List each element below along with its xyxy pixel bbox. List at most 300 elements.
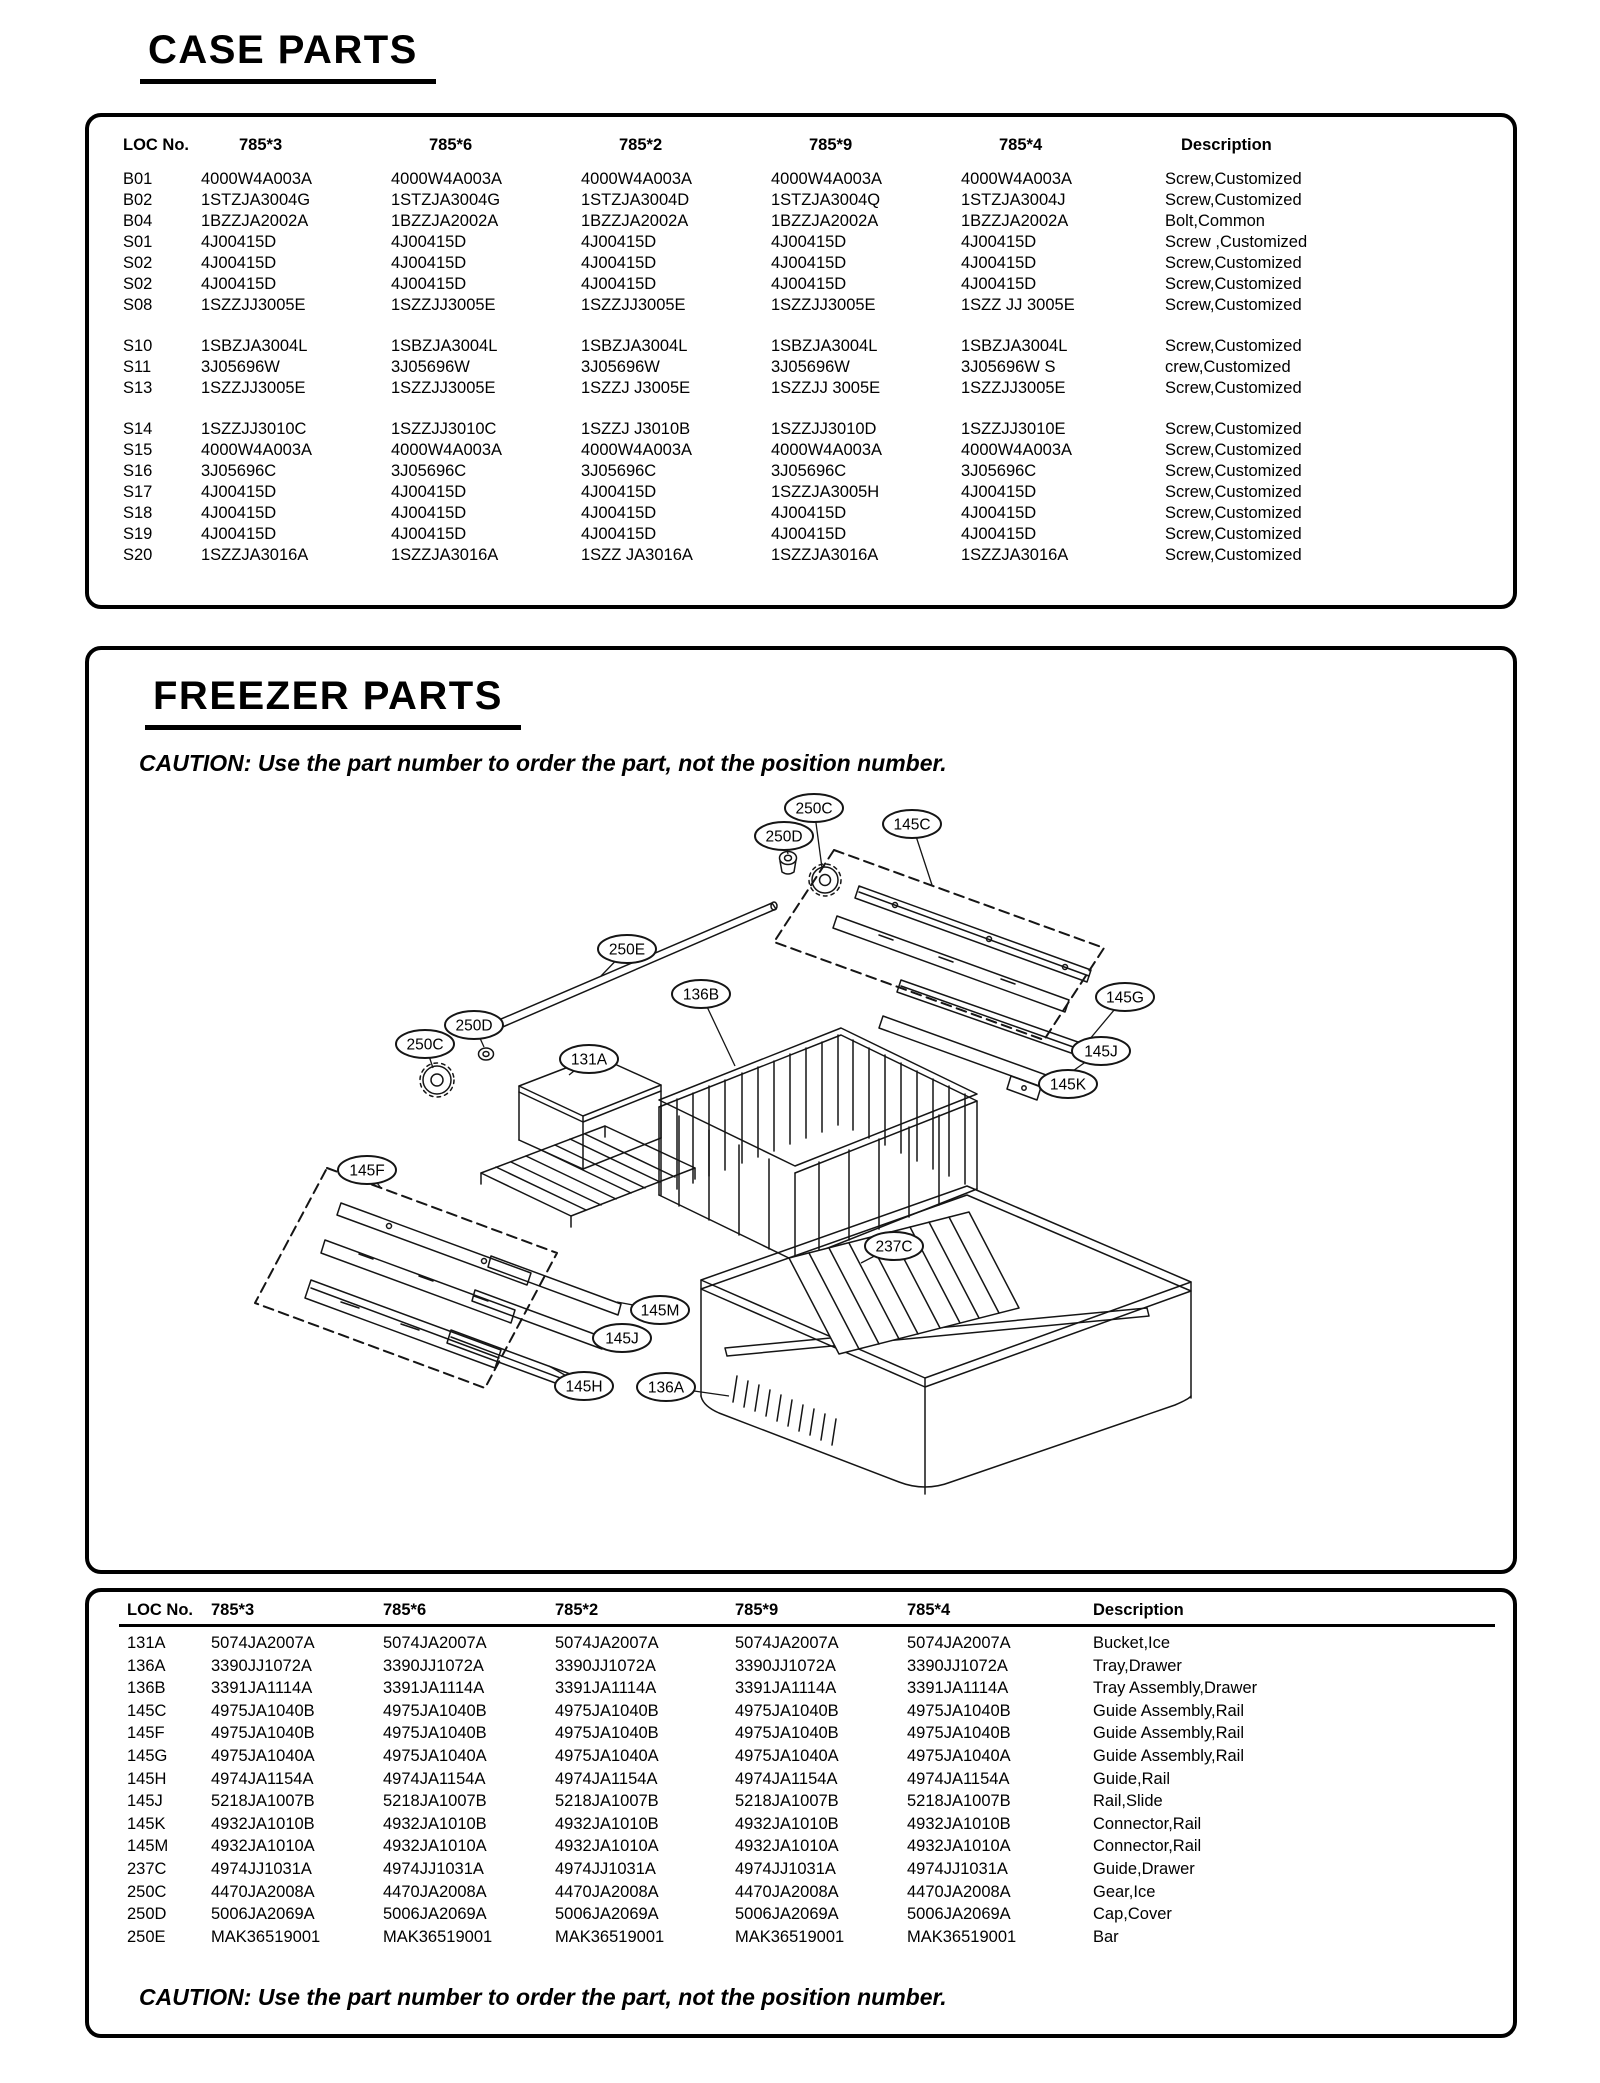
cell: 4000W4A003A xyxy=(391,170,502,188)
cell: B01 xyxy=(123,170,153,188)
callout-250E xyxy=(598,935,656,976)
cell: 4J00415D xyxy=(201,525,277,543)
svg-text:145C: 145C xyxy=(893,816,931,834)
cell: 250C xyxy=(127,1882,167,1901)
cell: Screw,Customized xyxy=(1165,462,1302,480)
rail-145G-part xyxy=(897,980,1095,1060)
cell: 4932JA1010A xyxy=(211,1837,315,1856)
cell: Screw ,Customized xyxy=(1165,233,1308,251)
cell: 145M xyxy=(127,1837,169,1856)
column-header: 785*2 xyxy=(555,1600,735,1626)
cell: 1SBZJA3004L xyxy=(771,337,878,355)
cell: 4J00415D xyxy=(391,233,467,251)
cell: 4000W4A003A xyxy=(581,170,692,188)
cell: Rail,Slide xyxy=(1093,1792,1163,1811)
cell: 4000W4A003A xyxy=(391,441,502,459)
caution-note-bottom: CAUTION: Use the part number to order the part, not the position number. xyxy=(139,1984,947,2010)
cell: 4000W4A003A xyxy=(771,441,882,459)
cell: 3J05696C xyxy=(391,462,467,480)
svg-text:136A: 136A xyxy=(647,1379,685,1397)
column-header: 785*4 xyxy=(907,1600,1079,1626)
cell: Screw,Customized xyxy=(1165,483,1302,501)
cell: 1SZZJJ3005E xyxy=(391,379,496,397)
cell: 1SZZJA3016A xyxy=(391,546,499,564)
cell: 145F xyxy=(127,1724,165,1743)
cell: 4975JA1040B xyxy=(907,1724,1011,1743)
case-parts-table xyxy=(113,135,1497,566)
cell: 1SZZJJ3005E xyxy=(581,296,686,314)
cell: 3391JA1114A xyxy=(211,1679,313,1698)
cell: S01 xyxy=(123,233,153,251)
cell: Connector,Rail xyxy=(1093,1814,1202,1833)
cell: 4J00415D xyxy=(581,233,657,251)
cell: 4470JA2008A xyxy=(735,1882,839,1901)
cell: 5218JA1007B xyxy=(907,1792,1011,1811)
cell: 4974JA1154A xyxy=(211,1769,314,1788)
cell: Tray,Drawer xyxy=(1093,1656,1182,1675)
cell: Screw,Customized xyxy=(1165,275,1302,293)
cell: 4975JA1040B xyxy=(735,1701,839,1720)
cell: 4J00415D xyxy=(961,233,1037,251)
cell: Screw,Customized xyxy=(1165,525,1302,543)
cell: 5006JA2069A xyxy=(555,1905,659,1924)
svg-text:250C: 250C xyxy=(406,1036,444,1054)
cell: 4J00415D xyxy=(771,233,847,251)
cell: 3J05696W xyxy=(771,358,850,376)
cell: 3390JJ1072A xyxy=(383,1656,484,1675)
cell: 4J00415D xyxy=(961,504,1037,522)
caution-note-top: CAUTION: Use the part number to order the part, not the position number. xyxy=(139,750,947,776)
cell: 1SZZJJ3010C xyxy=(391,420,497,438)
cell: 4975JA1040B xyxy=(383,1724,487,1743)
cell: 1SZZJJ3005E xyxy=(961,379,1066,397)
cell: 5218JA1007B xyxy=(211,1792,315,1811)
column-header: 785*6 xyxy=(383,1600,555,1626)
svg-text:250C: 250C xyxy=(795,800,833,818)
callout-145M xyxy=(617,1296,689,1324)
column-header: 785*3 xyxy=(239,136,283,154)
cell: 3391JA1114A xyxy=(907,1679,1009,1698)
cell: S15 xyxy=(123,441,153,459)
cell: 4470JA2008A xyxy=(555,1882,659,1901)
callout-145F xyxy=(338,1156,396,1188)
cell: 4974JA1154A xyxy=(383,1769,486,1788)
cell: 145G xyxy=(127,1746,168,1765)
cell: 4J00415D xyxy=(581,254,657,272)
cell: 4000W4A003A xyxy=(201,170,312,188)
cell: 1SZZJA3016A xyxy=(961,546,1069,564)
table-row xyxy=(119,1655,1495,1678)
cell: 5074JA2007A xyxy=(907,1634,1011,1652)
cell: S13 xyxy=(123,379,153,397)
freezer-parts-table xyxy=(119,1600,1495,1948)
cell: 4975JA1040A xyxy=(555,1746,659,1765)
svg-text:145G: 145G xyxy=(1106,989,1144,1007)
svg-text:145F: 145F xyxy=(349,1162,385,1180)
cell: 1SZZJJ3005E xyxy=(201,296,306,314)
callout-250C xyxy=(396,1030,454,1068)
cell: 4974JJ1031A xyxy=(211,1859,312,1878)
cell: 3J05696C xyxy=(771,462,847,480)
cell: 1BZZJA2002A xyxy=(391,212,499,230)
cell: 1SBZJA3004L xyxy=(581,337,688,355)
cell: 4470JA2008A xyxy=(907,1882,1011,1901)
table-row xyxy=(113,419,1497,440)
cell: 4J00415D xyxy=(771,504,847,522)
cell: 1BZZJA2002A xyxy=(771,212,879,230)
cell: 1SBZJA3004L xyxy=(961,337,1068,355)
cell: 4J00415D xyxy=(391,483,467,501)
svg-text:136B: 136B xyxy=(682,986,720,1004)
callout-145C xyxy=(883,810,941,885)
callout-136A xyxy=(637,1373,729,1401)
cell: 1SBZJA3004L xyxy=(201,337,308,355)
table-row xyxy=(113,336,1497,357)
column-header: 785*2 xyxy=(619,136,663,154)
cell: 3390JJ1072A xyxy=(211,1656,312,1675)
cell: Gear,Ice xyxy=(1093,1882,1156,1901)
cell: 4000W4A003A xyxy=(201,441,312,459)
column-header: 785*3 xyxy=(211,1600,383,1626)
callout-145K xyxy=(1039,1070,1097,1098)
cell: 5218JA1007B xyxy=(383,1792,487,1811)
cell: 1BZZJA2002A xyxy=(581,212,689,230)
cell: 4974JJ1031A xyxy=(383,1859,484,1878)
cell: S11 xyxy=(123,358,152,376)
table-row xyxy=(119,1835,1495,1858)
cap-250D-part-left xyxy=(479,1048,494,1060)
column-header: Description xyxy=(1079,1600,1495,1626)
cell: 3390JJ1072A xyxy=(735,1656,836,1675)
cell: 5006JA2069A xyxy=(735,1905,839,1924)
table-row xyxy=(113,274,1497,295)
cell: 145K xyxy=(127,1814,166,1833)
cell: 4975JA1040B xyxy=(211,1701,315,1720)
cell: B04 xyxy=(123,212,153,230)
cell: 4975JA1040A xyxy=(735,1746,839,1765)
cell: 1STZJA3004G xyxy=(201,191,311,209)
cell: 4932JA1010B xyxy=(383,1814,487,1833)
freezer-parts-panel xyxy=(85,646,1517,1574)
cell: 4J00415D xyxy=(581,275,657,293)
gear-250C-part-left xyxy=(420,1063,454,1097)
cell: 1SZZ JJ 3005E xyxy=(961,296,1075,314)
svg-text:237C: 237C xyxy=(875,1238,913,1256)
cell: MAK36519001 xyxy=(907,1927,1017,1946)
cell: Screw,Customized xyxy=(1165,546,1302,564)
table-row xyxy=(113,357,1497,378)
cell: 4470JA2008A xyxy=(383,1882,487,1901)
column-header: LOC No. xyxy=(119,1600,211,1626)
cell: 4J00415D xyxy=(581,525,657,543)
cell: Screw,Customized xyxy=(1165,379,1302,397)
freezer-parts-title: FREEZER PARTS xyxy=(145,674,521,730)
cell: 3390JJ1072A xyxy=(555,1656,656,1675)
cell: 136B xyxy=(127,1679,166,1698)
table-row xyxy=(113,253,1497,274)
cell: 4932JA1010A xyxy=(735,1837,839,1856)
cell: Screw,Customized xyxy=(1165,170,1302,188)
column-header: LOC No. xyxy=(123,136,189,154)
cell: 4932JA1010A xyxy=(383,1837,487,1856)
svg-text:145M: 145M xyxy=(640,1302,680,1320)
exploded-diagram xyxy=(89,788,1513,1560)
cell: 3J05696W xyxy=(581,358,660,376)
cell: S14 xyxy=(123,420,153,438)
cell: 4J00415D xyxy=(771,275,847,293)
cell: 4J00415D xyxy=(961,275,1037,293)
table-row xyxy=(119,1745,1495,1768)
cell: 131A xyxy=(127,1634,166,1652)
cell: 3J05696C xyxy=(581,462,657,480)
svg-text:250D: 250D xyxy=(765,828,803,846)
cell: Guide,Drawer xyxy=(1093,1859,1195,1878)
cell: 145J xyxy=(127,1792,163,1811)
cell: S19 xyxy=(123,525,153,543)
cell: 1SZZJJ3005E xyxy=(771,296,876,314)
cell: 4974JJ1031A xyxy=(907,1859,1008,1878)
cell: 5218JA1007B xyxy=(735,1792,839,1811)
svg-text:145J: 145J xyxy=(1084,1043,1118,1061)
column-header: 785*6 xyxy=(429,136,473,154)
grate-part xyxy=(481,1126,695,1227)
cell: 4000W4A003A xyxy=(581,441,692,459)
table-row xyxy=(113,295,1497,316)
cell: 1SZZJ J3010B xyxy=(581,420,691,438)
table-row xyxy=(119,1790,1495,1813)
cell: 4975JA1040B xyxy=(555,1724,659,1743)
cell: Tray Assembly,Drawer xyxy=(1093,1679,1258,1698)
cell: 4J00415D xyxy=(201,254,277,272)
cell: 4975JA1040A xyxy=(907,1746,1011,1765)
table-row xyxy=(113,461,1497,482)
group-spacer xyxy=(113,316,1497,336)
callout-250D xyxy=(755,822,813,854)
cell: S02 xyxy=(123,254,153,272)
cell: 5006JA2069A xyxy=(211,1905,315,1924)
cell: 5218JA1007B xyxy=(555,1792,659,1811)
callout-145H xyxy=(549,1366,613,1400)
cell: 4975JA1040B xyxy=(907,1701,1011,1720)
cell: S02 xyxy=(123,275,153,293)
cell: 4J00415D xyxy=(581,483,657,501)
cell: 4974JA1154A xyxy=(735,1769,838,1788)
cell: Screw,Customized xyxy=(1165,504,1302,522)
cell: Guide,Rail xyxy=(1093,1769,1171,1788)
cell: 4975JA1040B xyxy=(555,1701,659,1720)
cell: 4J00415D xyxy=(201,233,277,251)
table-row xyxy=(113,211,1497,232)
cell: Screw,Customized xyxy=(1165,420,1302,438)
cell: 4974JA1154A xyxy=(907,1769,1010,1788)
cell: 4J00415D xyxy=(581,504,657,522)
cell: Guide Assembly,Rail xyxy=(1093,1746,1245,1765)
table-row xyxy=(119,1677,1495,1700)
table-row xyxy=(119,1722,1495,1745)
cell: Screw,Customized xyxy=(1165,296,1302,314)
cell: 1SBZJA3004L xyxy=(391,337,498,355)
cell: 4932JA1010B xyxy=(907,1814,1011,1833)
cell: 4J00415D xyxy=(771,254,847,272)
cell: 4J00415D xyxy=(391,275,467,293)
cell: 4975JA1040B xyxy=(211,1724,315,1743)
cell: Screw,Customized xyxy=(1165,441,1302,459)
table-row xyxy=(113,190,1497,211)
cell: 4932JA1010A xyxy=(907,1837,1011,1856)
cell: 1SZZJA3016A xyxy=(201,546,309,564)
cell: MAK36519001 xyxy=(735,1927,845,1946)
rail-145J-left-part xyxy=(472,1290,605,1349)
table-row xyxy=(113,378,1497,399)
cell: 4J00415D xyxy=(201,275,277,293)
cell: 3J05696W xyxy=(201,358,280,376)
callout-131A xyxy=(560,1045,618,1075)
cell: 4J00415D xyxy=(391,254,467,272)
table-row xyxy=(119,1903,1495,1926)
cell: 5074JA2007A xyxy=(735,1634,839,1652)
cell: MAK36519001 xyxy=(555,1927,665,1946)
table-row xyxy=(113,169,1497,190)
cell: S10 xyxy=(123,337,153,355)
column-header: 785*4 xyxy=(999,136,1043,154)
table-row xyxy=(119,1881,1495,1904)
cell: 4932JA1010B xyxy=(555,1814,659,1833)
cell: 4000W4A003A xyxy=(961,170,1072,188)
cell: 4975JA1040B xyxy=(735,1724,839,1743)
cell: 3391JA1114A xyxy=(555,1679,657,1698)
column-header: 785*9 xyxy=(809,136,853,154)
cell: 1SZZJJ3005E xyxy=(201,379,306,397)
svg-text:145J: 145J xyxy=(605,1330,639,1348)
rail-assembly-145F-part xyxy=(255,1168,557,1388)
cell: 1SZZ JA3016A xyxy=(581,546,693,564)
cell: S16 xyxy=(123,462,153,480)
cell: 4975JA1040B xyxy=(383,1701,487,1720)
cell: crew,Customized xyxy=(1165,358,1291,376)
table-row xyxy=(119,1626,1495,1655)
cell: 4000W4A003A xyxy=(771,170,882,188)
cell: Screw,Customized xyxy=(1165,191,1302,209)
cell: 3391JA1114A xyxy=(383,1679,485,1698)
table-row xyxy=(119,1926,1495,1949)
column-header: Description xyxy=(1181,136,1272,154)
table-row xyxy=(119,1858,1495,1881)
svg-text:145H: 145H xyxy=(565,1378,603,1396)
cell: 250E xyxy=(127,1927,166,1946)
cap-250D-part-top xyxy=(780,852,797,875)
cell: 4932JA1010B xyxy=(211,1814,315,1833)
table-row xyxy=(113,524,1497,545)
cell: 1SZZJJ 3005E xyxy=(771,379,881,397)
cell: Guide Assembly,Rail xyxy=(1093,1701,1245,1720)
cell: 4J00415D xyxy=(201,483,277,501)
cell: 4974JJ1031A xyxy=(735,1859,836,1878)
cell: 5006JA2069A xyxy=(383,1905,487,1924)
cell: Guide Assembly,Rail xyxy=(1093,1724,1245,1743)
cell: 3J05696C xyxy=(961,462,1037,480)
cell: Connector,Rail xyxy=(1093,1837,1202,1856)
cell: 4470JA2008A xyxy=(211,1882,315,1901)
cell: 3390JJ1072A xyxy=(907,1656,1008,1675)
cell: 1BZZJA2002A xyxy=(201,212,309,230)
cell: 1SZZJJ3010C xyxy=(201,420,307,438)
cell: 4J00415D xyxy=(961,525,1037,543)
cell: 1SZZJA3016A xyxy=(771,546,879,564)
cell: 4000W4A003A xyxy=(961,441,1072,459)
cell: 4975JA1040A xyxy=(211,1746,315,1765)
cell: 5074JA2007A xyxy=(211,1634,315,1652)
cell: 4J00415D xyxy=(961,483,1037,501)
cell: 1SZZJ J3005E xyxy=(581,379,691,397)
cell: 1SZZJJ3005E xyxy=(391,296,496,314)
cell: S08 xyxy=(123,296,153,314)
cell: 4J00415D xyxy=(771,525,847,543)
group-spacer xyxy=(113,399,1497,419)
cell: 1SZZJA3005H xyxy=(771,483,880,501)
cell: Bar xyxy=(1093,1927,1119,1946)
table-row xyxy=(119,1700,1495,1723)
table-row xyxy=(113,503,1497,524)
cell: 5074JA2007A xyxy=(555,1634,659,1652)
cell: Cap,Cover xyxy=(1093,1905,1172,1924)
cell: 1STZJA3004D xyxy=(581,191,690,209)
cell: 1STZJA3004Q xyxy=(771,191,881,209)
cell: 4J00415D xyxy=(391,504,467,522)
svg-text:145K: 145K xyxy=(1049,1076,1087,1094)
svg-text:131A: 131A xyxy=(570,1051,608,1069)
cell: 5006JA2069A xyxy=(907,1905,1011,1924)
callout-136B xyxy=(672,980,735,1066)
cell: 145C xyxy=(127,1701,167,1720)
case-parts-panel xyxy=(85,113,1517,609)
cell: B02 xyxy=(123,191,153,209)
cell: 4J00415D xyxy=(961,254,1037,272)
cell: MAK36519001 xyxy=(383,1927,493,1946)
table-row xyxy=(113,440,1497,461)
column-header: 785*9 xyxy=(735,1600,907,1626)
table-row xyxy=(119,1813,1495,1836)
cell: 4932JA1010A xyxy=(555,1837,659,1856)
cell: 1BZZJA2002A xyxy=(961,212,1069,230)
callout-145G xyxy=(1089,983,1154,1040)
cell: 3391JA1114A xyxy=(735,1679,837,1698)
cell: Screw,Customized xyxy=(1165,337,1302,355)
cell: 5074JA2007A xyxy=(383,1634,487,1652)
cell: 1SZZJJ3010D xyxy=(771,420,877,438)
cell: 4932JA1010B xyxy=(735,1814,839,1833)
cell: S20 xyxy=(123,546,153,564)
header-row xyxy=(119,1600,1495,1626)
table-row xyxy=(113,482,1497,503)
cell: 3J05696C xyxy=(201,462,277,480)
cell: S18 xyxy=(123,504,153,522)
cell: 4975JA1040A xyxy=(383,1746,487,1765)
cell: 1SZZJJ3010E xyxy=(961,420,1066,438)
cell: 4J00415D xyxy=(391,525,467,543)
header-row xyxy=(113,135,1497,169)
cell: Bolt,Common xyxy=(1165,212,1265,230)
cell: MAK36519001 xyxy=(211,1927,321,1946)
rail-assembly-145C-part xyxy=(774,850,1104,1040)
freezer-table-panel xyxy=(85,1588,1517,2038)
connector-145K-part xyxy=(1007,1076,1041,1100)
cell: 136A xyxy=(127,1656,166,1675)
cell: 4974JA1154A xyxy=(555,1769,658,1788)
cell: 1STZJA3004J xyxy=(961,191,1066,209)
table-row xyxy=(119,1768,1495,1791)
case-parts-title: CASE PARTS xyxy=(140,28,436,84)
cell: S17 xyxy=(123,483,153,501)
